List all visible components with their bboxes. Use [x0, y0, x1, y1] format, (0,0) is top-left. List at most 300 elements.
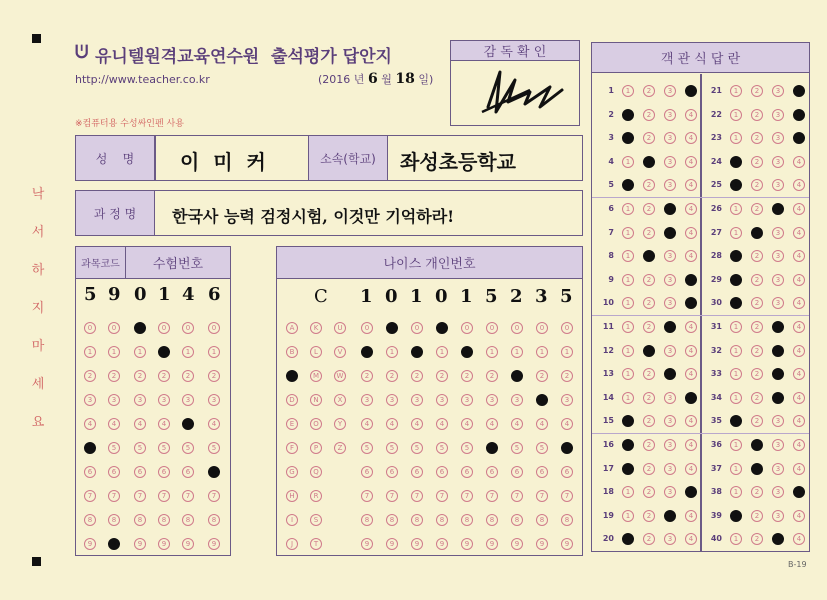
answer-bubble: 4	[685, 510, 697, 522]
neis-digit-bubble: 1	[486, 346, 498, 358]
answer-bubble: 3	[664, 510, 676, 522]
code-digit: 6	[208, 284, 221, 305]
neis-digit-bubble: 4	[436, 418, 448, 430]
neis-digit-bubble: 7	[411, 490, 423, 502]
answer-bubble: 4	[685, 486, 697, 498]
code-bubble: 0	[84, 322, 96, 334]
code-bubble: 2	[84, 370, 96, 382]
code-bubble: 8	[158, 514, 170, 526]
code-bubble: 1	[182, 346, 194, 358]
answer-bubble: 3	[772, 368, 784, 380]
question-number: 3	[608, 133, 614, 143]
neis-digit-bubble: 0	[461, 322, 473, 334]
question-number: 18	[602, 487, 614, 497]
answer-bubble: 3	[772, 156, 784, 168]
neis-digit-bubble: 0	[486, 322, 498, 334]
answer-bubble: 3	[772, 321, 784, 333]
answer-bubble: 3	[772, 109, 784, 121]
neis-char: 1	[360, 286, 373, 307]
answer-bubble: 4	[793, 227, 805, 239]
name-label: 성 명	[95, 152, 135, 166]
answer-group-separator	[592, 197, 809, 198]
neis-digit-bubble: 6	[386, 466, 398, 478]
answer-column-divider	[700, 74, 702, 551]
answer-bubble: 1	[622, 85, 634, 97]
code-bubble: 5	[182, 442, 194, 454]
answer-bubble: 2	[643, 368, 655, 380]
neis-letter-bubble: P	[310, 442, 322, 454]
neis-digit-bubble: 2	[461, 370, 473, 382]
answer-bubble: 3	[664, 227, 676, 239]
neis-digit-bubble: 6	[561, 466, 573, 478]
neis-digit-bubble: 9	[561, 538, 573, 550]
code-bubble: 2	[208, 370, 220, 382]
brand-logo-icon: ᕫ	[75, 42, 89, 63]
answer-bubble: 4	[685, 203, 697, 215]
code-bubble: 4	[84, 418, 96, 430]
neis-digit-bubble: 2	[511, 370, 523, 382]
date-month: 6	[367, 71, 378, 87]
answer-bubble: 2	[751, 392, 763, 404]
question-number: 11	[602, 322, 614, 331]
answer-bubble: 4	[793, 510, 805, 522]
code-bubble: 6	[182, 466, 194, 478]
neis-digit-bubble: 9	[386, 538, 398, 550]
answer-bubble: 1	[622, 109, 634, 121]
site-url: http://www.teacher.co.kr	[75, 73, 210, 86]
answer-bubble: 1	[622, 179, 634, 191]
neis-letter-bubble: F	[286, 442, 298, 454]
code-bubble: 5	[108, 442, 120, 454]
question-number: 17	[602, 463, 614, 473]
neis-digit-bubble: 9	[461, 538, 473, 550]
side-warning-char: 서	[31, 225, 45, 240]
answer-bubble: 3	[664, 179, 676, 191]
answer-bubble: 3	[664, 415, 676, 427]
answer-bubble: 1	[622, 486, 634, 498]
answer-bubble: 3	[772, 510, 784, 522]
code-bubble: 1	[84, 346, 96, 358]
neis-digit-bubble: 5	[486, 442, 498, 454]
code-bubble: 4	[208, 418, 220, 430]
neis-digit-bubble: 2	[386, 370, 398, 382]
neis-digit-bubble: 0	[511, 322, 523, 334]
neis-digit-bubble: 8	[536, 514, 548, 526]
neis-digit-bubble: 3	[486, 394, 498, 406]
answer-bubble: 3	[664, 486, 676, 498]
answer-bubble: 4	[793, 321, 805, 333]
question-number: 36	[710, 440, 722, 449]
answer-bubble: 4	[793, 179, 805, 191]
answer-bubble: 4	[793, 486, 805, 498]
question-number: 38	[710, 487, 722, 497]
answer-bubble: 4	[793, 250, 805, 262]
answer-bubble: 4	[685, 439, 697, 451]
answer-bubble: 2	[643, 85, 655, 97]
neis-digit-bubble: 4	[561, 418, 573, 430]
neis-digit-bubble: 4	[411, 418, 423, 430]
answer-group-separator	[592, 433, 809, 434]
neis-letter-bubble: O	[310, 418, 322, 430]
code-bubble: 0	[134, 322, 146, 334]
neis-digit-bubble: 5	[461, 442, 473, 454]
neis-digit-bubble: 3	[561, 394, 573, 406]
exam-no-label: 수험번호	[126, 247, 230, 279]
code-bubble: 1	[134, 346, 146, 358]
supervisor-label: 감 독 확 인	[451, 41, 579, 61]
neis-letter-bubble: X	[334, 394, 346, 406]
neis-digit-bubble: 2	[411, 370, 423, 382]
answer-bubble: 2	[643, 227, 655, 239]
neis-char: 1	[460, 286, 473, 307]
code-bubble: 4	[182, 418, 194, 430]
side-warning-char: 요	[31, 415, 45, 430]
answer-bubble: 4	[685, 392, 697, 404]
code-digit: 0	[134, 284, 147, 305]
neis-digit-bubble: 6	[536, 466, 548, 478]
side-warning-char: 낙	[31, 187, 45, 202]
affil-label: 소속(학교)	[320, 152, 376, 166]
answer-bubble: 4	[685, 85, 697, 97]
answer-bubble: 1	[730, 510, 742, 522]
answer-bubble: 2	[643, 345, 655, 357]
answer-bubble: 1	[730, 463, 742, 475]
neis-letter-bubble: M	[310, 370, 322, 382]
neis-digit-bubble: 3	[361, 394, 373, 406]
neis-letter-bubble: J	[286, 538, 298, 550]
answer-bubble: 3	[772, 250, 784, 262]
code-bubble: 9	[158, 538, 170, 550]
question-number: 31	[710, 322, 722, 331]
neis-digit-bubble: 3	[386, 394, 398, 406]
question-number: 37	[710, 463, 722, 473]
neis-digit-bubble: 7	[536, 490, 548, 502]
code-bubble: 3	[208, 394, 220, 406]
answer-bubble: 4	[793, 533, 805, 545]
neis-char: 0	[435, 286, 448, 307]
code-bubble: 3	[158, 394, 170, 406]
answer-bubble: 1	[622, 227, 634, 239]
code-bubble: 4	[108, 418, 120, 430]
answer-bubble: 3	[664, 463, 676, 475]
neis-letter-bubble: Q	[310, 466, 322, 478]
code-bubble: 9	[208, 538, 220, 550]
code-bubble: 7	[134, 490, 146, 502]
code-bubble: 4	[158, 418, 170, 430]
answer-bubble: 1	[730, 486, 742, 498]
neis-digit-bubble: 7	[386, 490, 398, 502]
neis-digit-bubble: 7	[436, 490, 448, 502]
code-bubble: 0	[182, 322, 194, 334]
registration-mark-top	[32, 34, 41, 43]
answer-bubble: 1	[730, 274, 742, 286]
question-number: 14	[602, 392, 614, 402]
neis-digit-bubble: 4	[361, 418, 373, 430]
neis-letter-bubble: A	[286, 322, 298, 334]
neis-digit-bubble: 9	[436, 538, 448, 550]
answer-bubble: 3	[664, 368, 676, 380]
neis-digit-bubble: 8	[361, 514, 373, 526]
answer-bubble: 4	[685, 274, 697, 286]
question-number: 21	[710, 86, 722, 95]
answer-bubble: 2	[643, 463, 655, 475]
neis-digit-bubble: 7	[486, 490, 498, 502]
answer-bubble: 2	[751, 463, 763, 475]
answer-bubble: 4	[793, 368, 805, 380]
answer-bubble: 4	[793, 463, 805, 475]
answer-bubble: 2	[751, 132, 763, 144]
question-number: 32	[710, 345, 722, 355]
answer-bubble: 2	[751, 345, 763, 357]
answer-bubble: 3	[664, 85, 676, 97]
neis-digit-bubble: 4	[486, 418, 498, 430]
neis-char: 1	[410, 286, 423, 307]
code-bubble: 5	[158, 442, 170, 454]
question-number: 22	[710, 109, 722, 119]
neis-digit-bubble: 6	[361, 466, 373, 478]
answer-bubble: 4	[685, 179, 697, 191]
neis-digit-bubble: 0	[361, 322, 373, 334]
answer-bubble: 2	[643, 274, 655, 286]
pen-note: ※컴퓨터용 수성싸인펜 사용	[75, 119, 184, 129]
neis-digit-bubble: 9	[411, 538, 423, 550]
neis-digit-bubble: 4	[536, 418, 548, 430]
question-number: 15	[602, 416, 614, 426]
answer-bubble: 2	[751, 368, 763, 380]
neis-digit-bubble: 6	[486, 466, 498, 478]
neis-letter-bubble: I	[286, 514, 298, 526]
neis-digit-bubble: 1	[436, 346, 448, 358]
code-bubble: 8	[108, 514, 120, 526]
answer-bubble: 3	[664, 203, 676, 215]
code-digit: 5	[84, 284, 97, 305]
neis-letter-bubble: W	[334, 370, 346, 382]
answer-bubble: 4	[793, 132, 805, 144]
question-number: 9	[608, 274, 614, 284]
answer-bubble: 3	[664, 297, 676, 309]
question-number: 23	[710, 133, 722, 143]
code-bubble: 1	[158, 346, 170, 358]
answer-bubble: 1	[730, 227, 742, 239]
code-bubble: 7	[84, 490, 96, 502]
answer-bubble: 4	[793, 345, 805, 357]
neis-letter-bubble: L	[310, 346, 322, 358]
answer-bubble: 1	[622, 533, 634, 545]
question-number: 24	[710, 156, 722, 166]
neis-letter-bubble: N	[310, 394, 322, 406]
answer-bubble: 4	[793, 203, 805, 215]
neis-char: 3	[535, 286, 548, 307]
answer-label: 객 관 식 답 란	[592, 43, 809, 73]
answer-bubble: 1	[730, 132, 742, 144]
answer-bubble: 2	[643, 179, 655, 191]
neis-digit-bubble: 5	[561, 442, 573, 454]
question-number: 8	[608, 251, 614, 261]
question-number: 30	[710, 298, 722, 308]
answer-bubble: 2	[643, 392, 655, 404]
code-bubble: 9	[134, 538, 146, 550]
answer-bubble: 1	[730, 85, 742, 97]
code-bubble: 8	[182, 514, 194, 526]
neis-digit-bubble: 5	[411, 442, 423, 454]
code-bubble: 7	[108, 490, 120, 502]
answer-bubble: 3	[664, 321, 676, 333]
neis-label: 나이스 개인번호	[277, 247, 582, 279]
answer-bubble: 3	[772, 439, 784, 451]
answer-bubble: 3	[664, 439, 676, 451]
answer-bubble: 4	[685, 132, 697, 144]
answer-bubble: 2	[751, 85, 763, 97]
code-bubble: 2	[108, 370, 120, 382]
answer-bubble: 4	[793, 109, 805, 121]
neis-digit-bubble: 4	[511, 418, 523, 430]
answer-bubble: 4	[685, 368, 697, 380]
question-number: 4	[608, 156, 614, 166]
code-digit: 4	[182, 284, 195, 305]
answer-bubble: 1	[622, 439, 634, 451]
neis-digit-bubble: 2	[486, 370, 498, 382]
code-bubble: 7	[182, 490, 194, 502]
course-value: 한국사 능력 검정시험, 이것만 기억하라!	[172, 207, 455, 226]
answer-bubble: 3	[664, 250, 676, 262]
answer-bubble: 3	[664, 156, 676, 168]
neis-letter-bubble: H	[286, 490, 298, 502]
neis-digit-bubble: 1	[536, 346, 548, 358]
neis-digit-bubble: 7	[561, 490, 573, 502]
answer-bubble: 2	[643, 321, 655, 333]
code-bubble: 9	[108, 538, 120, 550]
name-divider	[154, 136, 156, 180]
answer-bubble: 4	[793, 415, 805, 427]
neis-digit-bubble: 3	[436, 394, 448, 406]
answer-bubble: 4	[793, 85, 805, 97]
neis-digit-bubble: 1	[511, 346, 523, 358]
answer-bubble: 1	[730, 392, 742, 404]
neis-digit-bubble: 0	[436, 322, 448, 334]
neis-letter-bubble: G	[286, 466, 298, 478]
question-number: 6	[608, 204, 614, 213]
answer-bubble: 2	[751, 109, 763, 121]
answer-bubble: 2	[751, 274, 763, 286]
question-number: 35	[710, 416, 722, 426]
question-number: 1	[608, 86, 614, 95]
answer-bubble: 2	[751, 250, 763, 262]
affil-value: 좌성초등학교	[400, 150, 516, 174]
question-number: 34	[710, 392, 722, 402]
neis-letter-bubble: V	[334, 346, 346, 358]
code-bubble: 6	[134, 466, 146, 478]
answer-bubble: 2	[643, 486, 655, 498]
answer-bubble: 4	[685, 156, 697, 168]
answer-bubble: 1	[622, 156, 634, 168]
answer-bubble: 2	[643, 439, 655, 451]
neis-digit-bubble: 3	[411, 394, 423, 406]
answer-bubble: 3	[772, 203, 784, 215]
code-bubble: 5	[134, 442, 146, 454]
neis-digit-bubble: 6	[411, 466, 423, 478]
answer-bubble: 1	[622, 274, 634, 286]
neis-digit-bubble: 7	[511, 490, 523, 502]
neis-digit-bubble: 5	[536, 442, 548, 454]
neis-letter-bubble: C	[286, 370, 298, 382]
neis-digit-bubble: 8	[386, 514, 398, 526]
answer-bubble: 1	[730, 415, 742, 427]
neis-digit-bubble: 3	[511, 394, 523, 406]
question-number: 25	[710, 180, 722, 190]
side-warning-char: 지	[31, 301, 45, 316]
neis-letter-bubble: R	[310, 490, 322, 502]
answer-bubble: 2	[751, 297, 763, 309]
neis-digit-bubble: 5	[436, 442, 448, 454]
question-number: 33	[710, 369, 722, 379]
code-bubble: 6	[158, 466, 170, 478]
answer-bubble: 2	[643, 156, 655, 168]
answer-group-separator	[592, 315, 809, 316]
form-code: B-19	[788, 560, 807, 569]
answer-bubble: 3	[772, 415, 784, 427]
answer-bubble: 1	[622, 510, 634, 522]
answer-bubble: 1	[730, 368, 742, 380]
answer-bubble: 3	[664, 533, 676, 545]
neis-digit-bubble: 6	[436, 466, 448, 478]
answer-bubble: 3	[664, 345, 676, 357]
neis-letter-bubble: U	[334, 322, 346, 334]
answer-bubble: 3	[664, 274, 676, 286]
answer-bubble: 2	[751, 533, 763, 545]
neis-letter-bubble: Z	[334, 442, 346, 454]
neis-char: 2	[510, 286, 523, 307]
neis-letter-bubble: Y	[334, 418, 346, 430]
neis-char: 0	[385, 286, 398, 307]
answer-bubble: 4	[793, 439, 805, 451]
neis-digit-bubble: 8	[561, 514, 573, 526]
supervisor-signature	[470, 62, 570, 122]
neis-digit-bubble: 0	[536, 322, 548, 334]
answer-bubble: 2	[643, 250, 655, 262]
neis-digit-bubble: 0	[561, 322, 573, 334]
answer-bubble: 1	[730, 179, 742, 191]
neis-digit-bubble: 2	[561, 370, 573, 382]
code-digit: 1	[158, 284, 171, 305]
answer-bubble: 4	[793, 297, 805, 309]
neis-digit-bubble: 9	[511, 538, 523, 550]
code-bubble: 9	[182, 538, 194, 550]
neis-digit-bubble: 9	[536, 538, 548, 550]
answer-bubble: 1	[622, 415, 634, 427]
neis-letter-bubble: D	[286, 394, 298, 406]
question-number: 7	[608, 227, 614, 237]
registration-mark-bottom	[32, 557, 41, 566]
answer-bubble: 2	[751, 439, 763, 451]
answer-bubble: 2	[751, 321, 763, 333]
answer-bubble: 4	[685, 463, 697, 475]
neis-digit-bubble: 8	[511, 514, 523, 526]
code-bubble: 6	[84, 466, 96, 478]
neis-digit-bubble: 4	[386, 418, 398, 430]
answer-bubble: 4	[685, 533, 697, 545]
neis-digit-bubble: 8	[461, 514, 473, 526]
question-number: 29	[710, 274, 722, 284]
question-number: 20	[602, 534, 614, 544]
answer-bubble: 2	[751, 415, 763, 427]
side-warning-char: 마	[31, 339, 45, 354]
answer-bubble: 1	[622, 463, 634, 475]
code-bubble: 7	[208, 490, 220, 502]
code-bubble: 6	[108, 466, 120, 478]
answer-bubble: 2	[751, 510, 763, 522]
code-bubble: 6	[208, 466, 220, 478]
neis-digit-bubble: 1	[361, 346, 373, 358]
